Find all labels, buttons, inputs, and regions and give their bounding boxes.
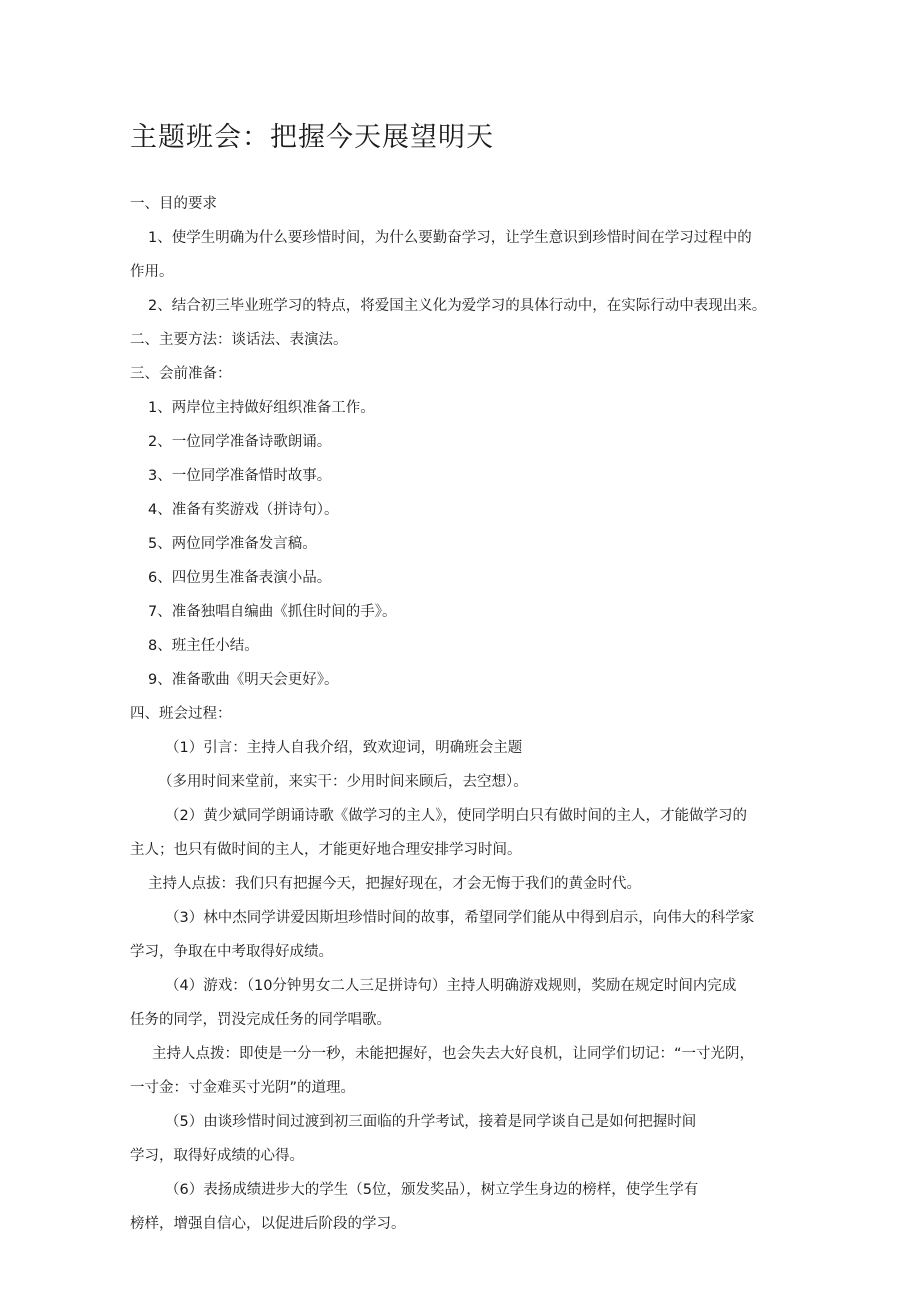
section-heading-goals: 一、目的要求 <box>130 196 217 212</box>
section-heading-methods: 二、主要方法：谈话法、表演法。 <box>130 332 348 348</box>
prep-item-4: 4、准备有奖游戏（拼诗句）。 <box>148 502 339 518</box>
page-title: 主题班会：把握今天展望明天 <box>130 122 494 153</box>
process-step-2: （2）黄少斌同学朗诵诗歌《做学习的主人》，使同学明白只有做时间的主人，才能做学习的 <box>165 808 747 824</box>
section-heading-preparation: 三、会前准备： <box>130 366 232 382</box>
goal-item-1-cont: 作用。 <box>130 264 174 280</box>
process-step-5: （5）由谈珍惜时间过渡到初三面临的升学考试，接着是同学谈自己是如何把握时间 <box>165 1114 697 1130</box>
process-step-1-note: （多用时间来堂前，来实干：少用时间来顾后，去空想）。 <box>158 774 528 790</box>
prep-item-1: 1、两岸位主持做好组织准备工作。 <box>148 400 375 416</box>
host-comment-1: 主持人点拔：我们只有把握今天，把握好现在，才会无悔于我们的黄金时代。 <box>148 876 641 892</box>
process-step-2-cont: 主人；也只有做时间的主人，才能更好地合理安排学习时间。 <box>130 842 522 858</box>
section-heading-process: 四、班会过程： <box>130 706 232 722</box>
prep-item-9: 9、准备歌曲《明天会更好》。 <box>148 672 339 688</box>
host-comment-2: 主持人点拨：即使是一分一秒，未能把握好，也会失去大好良机，让同学们切记：“一寸光阴， <box>152 1046 755 1062</box>
prep-item-6: 6、四位男生准备表演小品。 <box>148 570 332 586</box>
prep-item-3: 3、一位同学准备惜时故事。 <box>148 468 332 484</box>
goal-item-2: 2、结合初三毕业班学习的特点，将爱国主义化为爱学习的具体行动中，在实际行动中表现出来。 <box>148 298 767 314</box>
host-comment-2-cont: 一寸金：寸金难买寸光阴”的道理。 <box>130 1080 356 1096</box>
process-step-3-cont: 学习，争取在中考取得好成绩。 <box>130 944 333 960</box>
prep-item-8: 8、班主任小结。 <box>148 638 259 654</box>
process-step-3: （3）林中杰同学讲爱因斯坦珍惜时间的故事，希望同学们能从中得到启示，向伟大的科学家 <box>165 910 755 926</box>
prep-item-2: 2、一位同学准备诗歌朗诵。 <box>148 434 332 450</box>
process-step-6: （6）表扬成绩进步大的学生（5位，颁发奖品），树立学生身边的榜样，使学生学有 <box>165 1182 699 1198</box>
process-step-4-cont: 任务的同学，罚没完成任务的同学唱歌。 <box>130 1012 391 1028</box>
process-step-4: （4）游戏：（10分钟男女二人三足拼诗句）主持人明确游戏规则，奖励在规定时间内完成 <box>165 978 737 994</box>
process-step-1: （1）引言：主持人自我介绍，致欢迎词，明确班会主题 <box>165 740 523 756</box>
process-step-5-cont: 学习，取得好成绩的心得。 <box>130 1148 304 1164</box>
prep-item-7: 7、准备独唱自编曲《抓住时间的手》。 <box>148 604 397 620</box>
process-step-6-cont: 榜样，增强自信心，以促进后阶段的学习。 <box>130 1216 406 1232</box>
goal-item-1: 1、使学生明确为什么要珍惜时间，为什么要勤奋学习，让学生意识到珍惜时间在学习过程中的 <box>148 230 752 246</box>
prep-item-5: 5、两位同学准备发言稿。 <box>148 536 317 552</box>
